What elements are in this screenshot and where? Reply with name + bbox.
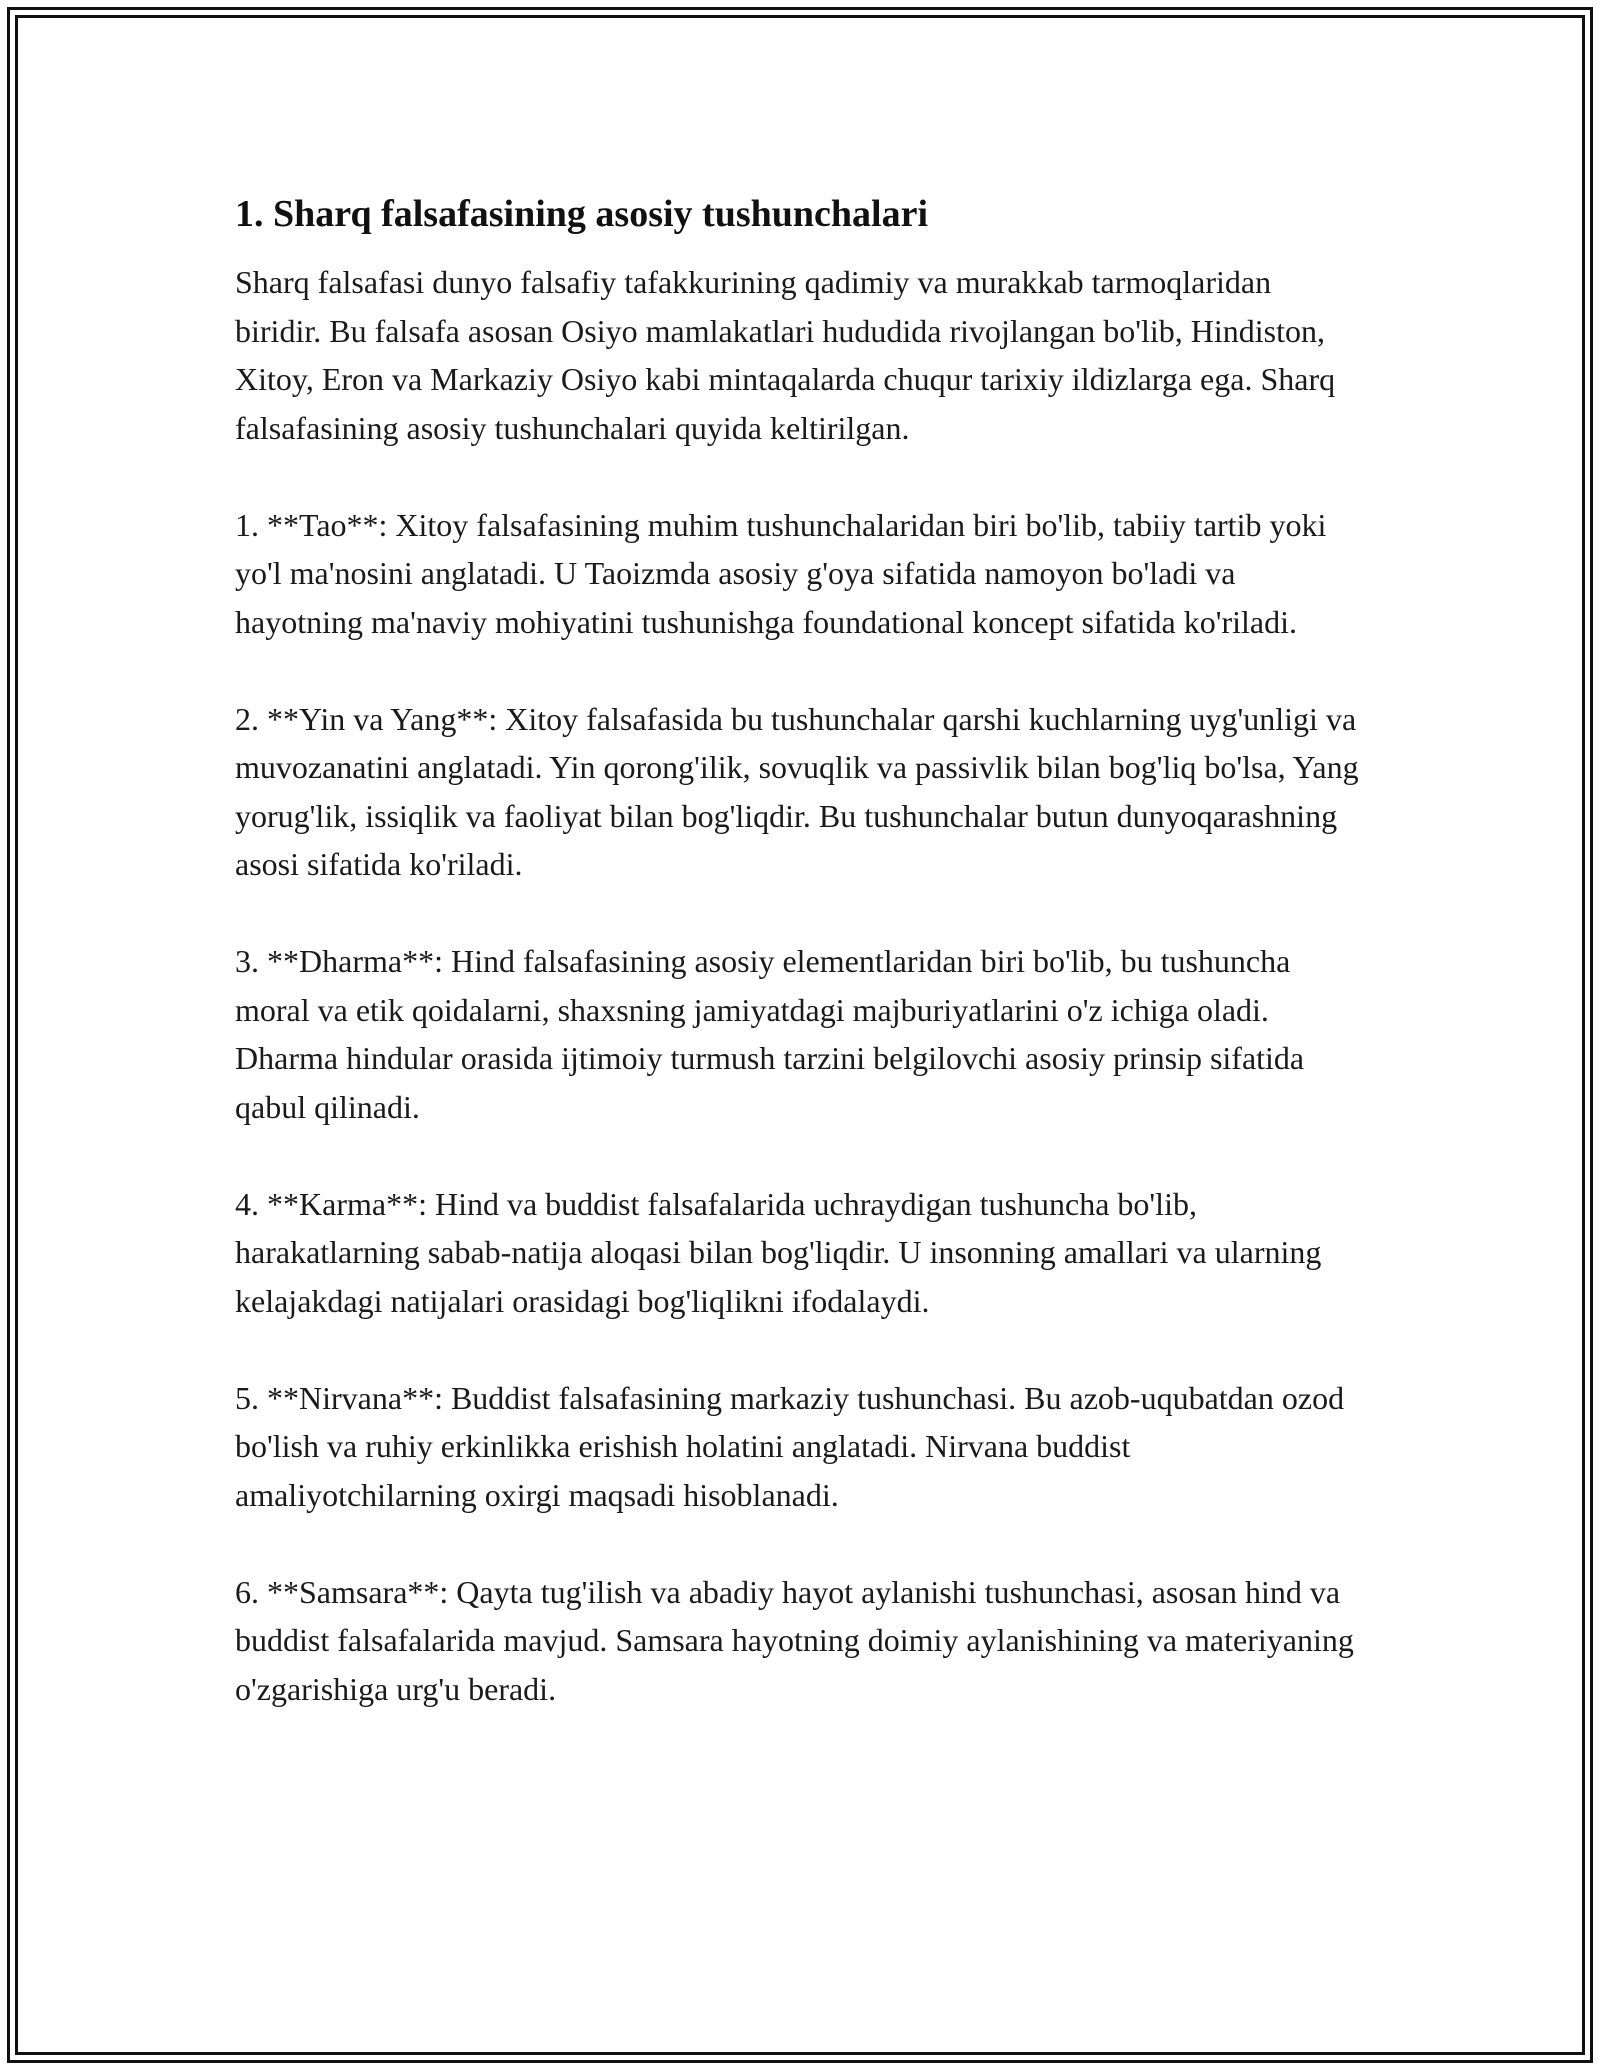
concept-item-karma: 4. **Karma**: Hind va buddist falsafalarida uchraydigan tushuncha bo'lib, harakatlarning sabab-natija aloqasi bilan bog'liqdir. U insonning amallari va ularning kelajakdagi natijalari orasidagi bog'liqlikni ifodalaydi. (235, 1185, 1322, 1319)
concept-item-samsara: 6. **Samsara**: Qayta tug'ilish va abadiy hayot aylanishi tushunchasi, asosan hind va buddist falsafalarida mavjud. Samsara hayotning doimiy aylanishining va materiyaning o'zgarishiga urg'u beradi. (235, 1573, 1354, 1707)
intro-paragraph: Sharq falsafasi dunyo falsafiy tafakkurining qadimiy va murakkab tarmoqlaridan biridir. Bu falsafa asosan Osiyo mamlakatlari hududida rivojlangan bo'lib, Hindiston, Xitoy, Eron va Markaziy Osiyo kabi mintaqalarda chuqur tarixiy ildizlarga ega. Sharq falsafasining asosiy tushunchalari quyida keltirilgan. (235, 264, 1336, 446)
concept-item-dharma: 3. **Dharma**: Hind falsafasining asosiy elementlaridan biri bo'lib, bu tushuncha moral va etik qoidalarni, shaxsning jamiyatdagi majburiyatlarini o'z ichiga oladi. Dharma hindular orasida ijtimoiy turmush tarzini belgilovchi asosiy prinsip sifatida qabul qilinadi. (235, 943, 1305, 1125)
concept-item-nirvana: 5. **Nirvana**: Buddist falsafasining markaziy tushunchasi. Bu azob-uqubatdan ozod bo'lish va ruhiy erkinlikka erishish holatini anglatadi. Nirvana buddist amaliyotchilarning oxirgi maqsadi hisoblanadi. (235, 1379, 1345, 1513)
document-body (235, 186, 1365, 1713)
concept-item-tao: 1. **Tao**: Xitoy falsafasining muhim tushunchalaridan biri bo'lib, tabiiy tartib yoki yo'l ma'nosini anglatadi. U Taoizmda asosiy g'oya sifatida namoyon bo'ladi va hayotning ma'naviy mohiyatini tushunishga foundational koncept sifatida ko'riladi. (235, 506, 1327, 640)
section-heading: 1. Sharq falsafasining asosiy tushunchalari (235, 193, 928, 235)
concept-item-yin-yang: 2. **Yin va Yang**: Xitoy falsafasida bu tushunchalar qarshi kuchlarning uyg'unligi va muvozanatini anglatadi. Yin qorong'ilik, sovuqlik va passivlik bilan bog'liq bo'lsa, Yang yorug'lik, issiqlik va faoliyat bilan bog'liqdir. Bu tushunchalar butun dunyoqarashning asosi sifatida ko'riladi. (235, 700, 1359, 882)
